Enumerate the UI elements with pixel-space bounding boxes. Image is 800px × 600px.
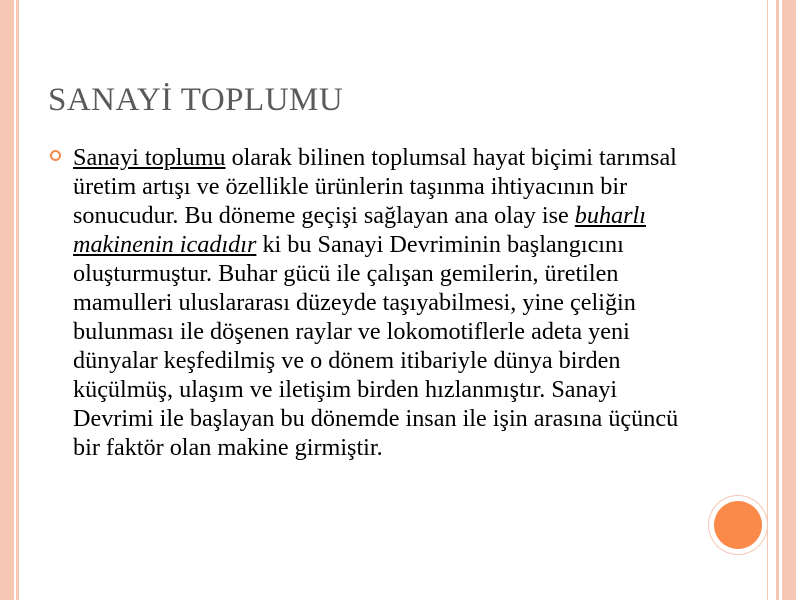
- term-sanayi-toplumu: Sanayi toplumu: [73, 144, 226, 171]
- bullet-circle-icon: [50, 150, 61, 161]
- body-text-segment-2: ki bu Sanayi Devriminin başlangıcını oluşturmuştur. Buhar gücü ile çalışan gemilerin, üretilen mamulleri uluslararası düzeyde taşıyabilmesi, yine çeliğin bulunması ile döşenen raylar ve lokomotiflerle adeta yeni dünyalar keşfedilmiş ve o dönem itibariyle dünya birden küçülmüş, ulaşım ve iletişim birden hızlanmıştır. Sanayi Devrimi ile başlayan bu dönemde insan ile işin arasına üçüncü bir faktör olan makine girmiştir.: [73, 231, 679, 461]
- right-frame-line: [776, 0, 779, 600]
- slide-body-paragraph: [73, 143, 683, 462]
- left-frame-line: [16, 0, 19, 600]
- slide-title: SANAYİ TOPLUMU: [48, 82, 344, 118]
- right-frame-thin-line: [767, 0, 768, 600]
- right-frame-stripe: [782, 0, 796, 600]
- body-text-segment-1: olarak bilinen toplumsal hayat biçimi tarımsal üretim artışı ve özellikle ürünlerin taşınma ihtiyacının bir sonucudur. Bu döneme geçişi sağlayan ana olay ise: [73, 144, 677, 229]
- left-frame-stripe: [0, 0, 14, 600]
- term-buharli-makine: buharlı makinenin icadıdır: [73, 202, 646, 258]
- decorative-orange-circle-icon: [714, 501, 762, 549]
